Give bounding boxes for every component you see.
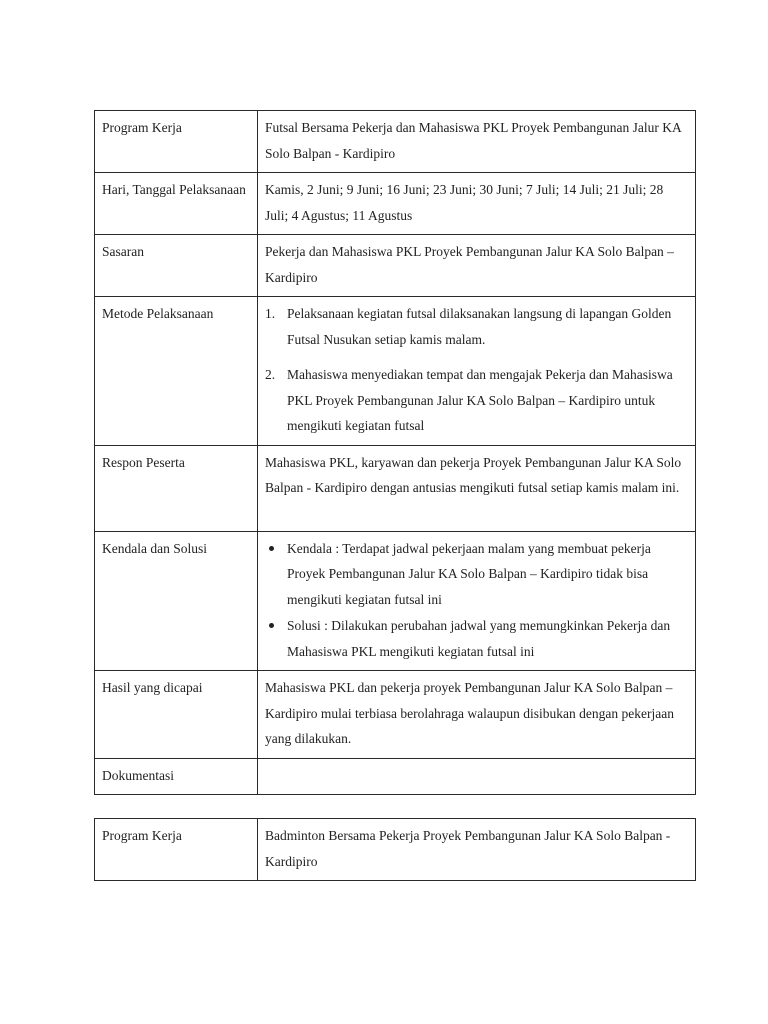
row-value-sasaran: Pekerja dan Mahasiswa PKL Proyek Pembangunan Jalur KA Solo Balpan – Kardipiro (258, 235, 696, 297)
list-item (265, 536, 688, 613)
row-value-dokumentasi (258, 758, 696, 795)
row-label-respon: Respon Peserta (95, 445, 258, 531)
table-row (95, 297, 696, 446)
row-value-respon: Mahasiswa PKL, karyawan dan pekerja Proyek Pembangunan Jalur KA Solo Balpan - Kardipiro dengan antusias mengikuti futsal setiap kamis malam ini. (258, 445, 696, 531)
table-row (95, 235, 696, 297)
row-label-program-kerja: Program Kerja (95, 111, 258, 173)
list-item (265, 301, 688, 352)
list-item (265, 362, 688, 439)
row-label-metode: Metode Pelaksanaan (95, 297, 258, 446)
row-label-hasil: Hasil yang dicapai (95, 671, 258, 759)
table-row (95, 111, 696, 173)
list-item-text: Kendala : Terdapat jadwal pekerjaan malam yang membuat pekerja Proyek Pembangunan Jalur KA Solo Balpan – Kardipiro tidak bisa mengikuti kegiatan futsal ini (287, 540, 651, 607)
row-value-kendala (258, 531, 696, 671)
list-item-text: Pelaksanaan kegiatan futsal dilaksanakan langsung di lapangan Golden Futsal Nusukan setiap kamis malam. (287, 306, 672, 347)
report-table-badminton (94, 818, 696, 881)
list-number: 2. (265, 367, 276, 382)
table-row (95, 445, 696, 531)
row-label-sasaran: Sasaran (95, 235, 258, 297)
list-number: 1. (265, 306, 276, 321)
list-item (265, 613, 688, 664)
list-item-text: Mahasiswa menyediakan tempat dan mengajak Pekerja dan Mahasiswa PKL Proyek Pembangunan Jalur KA Solo Balpan – Kardipiro untuk mengikuti kegiatan futsal (287, 367, 673, 433)
row-value-program-kerja: Futsal Bersama Pekerja dan Mahasiswa PKL Proyek Pembangunan Jalur KA Solo Balpan - Kardipiro (258, 111, 696, 173)
table-row (95, 758, 696, 795)
report-table-futsal (94, 110, 696, 795)
table-row (95, 819, 696, 881)
table-row (95, 173, 696, 235)
row-value-hasil: Mahasiswa PKL dan pekerja proyek Pembangunan Jalur KA Solo Balpan – Kardipiro mulai terbiasa berolahraga walaupun disibukan dengan pekerjaan yang dilakukan. (258, 671, 696, 759)
row-label-dokumentasi: Dokumentasi (95, 758, 258, 795)
row-label-program-kerja: Program Kerja (95, 819, 258, 881)
list-item-text: Solusi : Dilakukan perubahan jadwal yang memungkinkan Pekerja dan Mahasiswa PKL mengikuti kegiatan futsal ini (287, 618, 671, 659)
table-row (95, 531, 696, 671)
row-value-hari-tanggal: Kamis, 2 Juni; 9 Juni; 16 Juni; 23 Juni; 30 Juni; 7 Juli; 14 Juli; 21 Juli; 28 Juli; 4 Agustus; 11 Agustus (258, 173, 696, 235)
row-value-program-kerja: Badminton Bersama Pekerja Proyek Pembangunan Jalur KA Solo Balpan - Kardipiro (258, 819, 696, 881)
row-value-metode (258, 297, 696, 446)
row-label-kendala: Kendala dan Solusi (95, 531, 258, 671)
bullet-icon (269, 623, 274, 628)
bullet-list (265, 536, 688, 665)
table-row (95, 671, 696, 759)
numbered-list (265, 301, 688, 439)
row-label-hari-tanggal: Hari, Tanggal Pelaksanaan (95, 173, 258, 235)
bullet-icon (269, 546, 274, 551)
